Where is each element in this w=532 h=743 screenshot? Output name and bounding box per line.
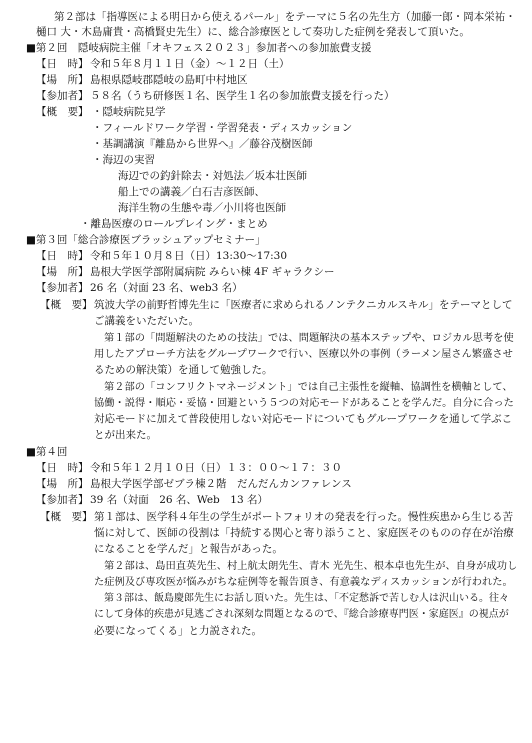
s4-place-label: 【場 所】 — [36, 478, 89, 490]
s4-date-label: 【日 時】 — [36, 462, 89, 474]
s2-date: 令和５年８月１１日（金）～１２日（土） — [90, 58, 290, 70]
s3-date: 令和５年１０月８日（日）13:30～17:30 — [90, 250, 288, 262]
s4-p1-line-3: になることを学んだ」と報告があった。 — [94, 543, 283, 555]
s4-overview-label: 【概 要】 — [40, 511, 93, 523]
s3-p3-line-4: とが出来た。 — [94, 429, 157, 441]
s4-participants: 39 名（対面 26 名、Web 13 名） — [90, 494, 268, 506]
s2-item-2: ・フィールドワーク学習・学習発表・ディスカッション — [92, 122, 353, 134]
s3-place: 島根大学医学部附属病院 みらい棟 4F ギャラクシー — [90, 266, 335, 278]
s4-place: 島根大学医学部ゼブラ棟２階 だんだんカンファレンス — [90, 478, 352, 490]
s2-item-1: ・隠岐病院見学 — [92, 106, 166, 118]
s3-p1-line-2: ご講義をいただいた。 — [94, 315, 199, 327]
section-4-heading: ■第４回 — [26, 446, 68, 458]
s4-p3-line-1: 第３部は、飯島慶郎先生にお話し頂いた。先生は、「不定愁訴で苦しむ人は沢山いる。往々 — [104, 593, 509, 604]
s3-p2-line-2: 用したアプローチ方法をグループワークで行い、医療以外の事例（ラーメン屋さん繁盛させ — [94, 348, 513, 360]
s4-date: 令和５年１２月１０日（日）１３：００～１７：３０ — [90, 462, 342, 474]
s2-item-last: ・離島医療のロールプレイング・まとめ — [80, 218, 268, 230]
s2-place: 島根県隠岐郡隠岐の島町中村地区 — [90, 74, 248, 86]
s3-place-label: 【場 所】 — [36, 266, 89, 278]
s2-place-label: 【場 所】 — [36, 74, 89, 86]
s3-p1-line-1: 筑波大学の前野哲博先生に「医療者に求められるノンテクニカルスキル」をテーマとして — [94, 299, 513, 311]
s3-participants: 26 名（対面 23 名、web3 名） — [90, 282, 243, 294]
s3-date-label: 【日 時】 — [36, 250, 89, 262]
s4-participants-label: 【参加者】 — [36, 494, 89, 506]
s2-item-4: ・海辺の実習 — [92, 154, 155, 166]
s3-p3-line-3: 対応モードに加えて普段使用しない対応モードについてもグループワークを通して学ぶこ — [94, 413, 513, 425]
s4-p2-line-2: た症例及び専攻医が悩みがちな症例等を報告頂き、有意義なディスカッションが行われた。 — [94, 576, 513, 588]
s4-p3-line-3: 必要になってくる」と力説された。 — [94, 625, 262, 637]
s3-participants-label: 【参加者】 — [36, 282, 89, 294]
section-2-heading: ■第２回 隠岐病院主催「オキフェス２０２３」参加者への参加旅費支援 — [26, 42, 372, 54]
s2-participants-label: 【参加者】 — [36, 90, 89, 102]
s4-p1-line-2: 悩に対して、医師の役割は「持続する関心と寄り添うこと、家庭医そのものの存在が治療 — [94, 527, 514, 539]
s2-date-label: 【日 時】 — [36, 58, 89, 70]
s2-subitem-2: 船上での講義／白石吉彦医師、 — [118, 186, 265, 198]
s3-p2-line-3: るための解決策）を通して勉強した。 — [94, 364, 273, 376]
s3-p2-line-1: 第１部の「問題解決のための技法」では、問題解決の基本ステップや、ロジカル思考を使 — [104, 332, 514, 344]
s4-p1-line-1: 第１部は、医学科４年生の学生がポートフォリオの発表を行った。慢性疾患から生じる苦 — [94, 511, 514, 523]
intro-line-1: 第２部は「指導医による明日から使えるパール」をテーマに５名の先生方（加藤一郎・岡本栄祐・ — [54, 11, 516, 23]
section-3-heading: ■第３回「総合診療医ブラッシュアップセミナー」 — [26, 234, 266, 246]
s3-p3-line-1: 第２部の「コンフリクトマネージメント」では自己主張性を縦軸、協調性を横軸として、 — [104, 381, 513, 393]
s2-subitem-3: 海洋生物の生態や毒／小川将也医師 — [118, 202, 286, 214]
intro-line-2: 樋口 大・木島庸貴・高橋賢史先生）に、総合診療医として奏功した症例を発表して頂いた。 — [36, 26, 470, 38]
s3-overview-label: 【概 要】 — [40, 299, 93, 311]
s2-item-3: ・基調講演『離島から世界へ』／藤谷茂樹医師 — [92, 138, 313, 150]
s3-p3-line-2: 協働・説得・順応・妥協・回避という５つの対応モードがあることを学んだ。自分に合った — [94, 397, 514, 409]
s2-participants: ５８名（うち研修医１名、医学生１名の参加旅費支援を行った） — [90, 90, 395, 102]
s4-p2-line-1: 第２部は、島田直英先生、村上航太朗先生、青木 光先生、根本卓也先生が、自身が成功し — [104, 560, 518, 572]
s2-subitem-1: 海辺での釣針除去・対処法／坂本壮医師 — [118, 170, 307, 182]
s4-p3-line-2: にして身体的疾患が見逃ごされ深刻な問題となるので、『総合診療専門医・家庭医』の視点が — [94, 609, 509, 620]
s2-overview-label: 【概 要】 — [36, 106, 89, 118]
